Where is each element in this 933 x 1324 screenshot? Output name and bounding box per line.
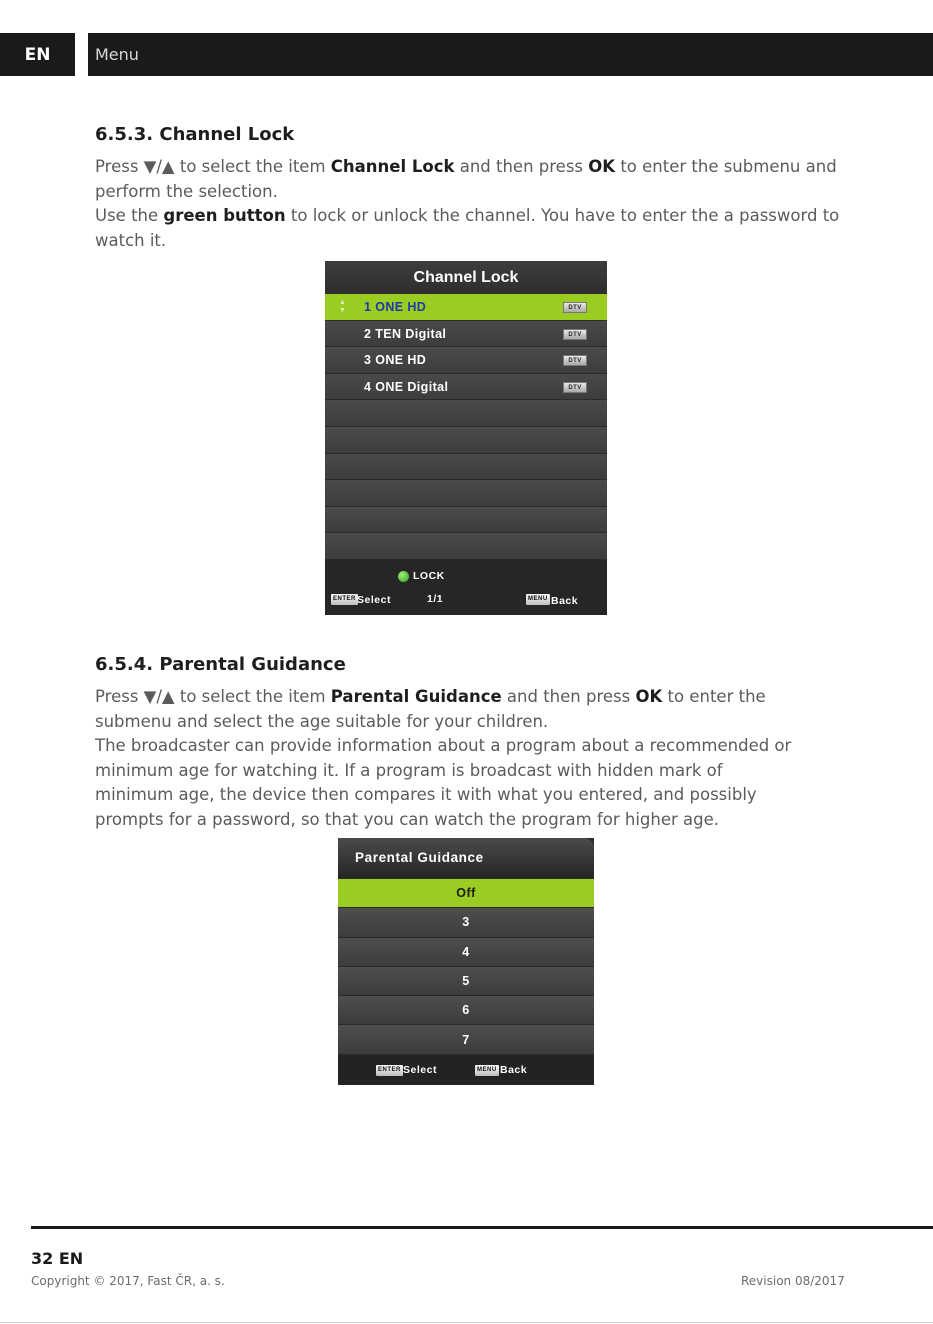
footer-rule — [31, 1226, 933, 1229]
dtv-badge: DTV — [563, 355, 587, 366]
parental-guidance-screen-title — [338, 838, 594, 878]
copyright-text: Copyright © 2017, Fast ČR, a. s. — [31, 1274, 225, 1288]
section-header — [88, 33, 933, 76]
text-run: and then press — [501, 687, 636, 706]
age-option[interactable]: 4 — [338, 938, 594, 967]
channel-list — [325, 294, 607, 560]
empty-channel-row — [325, 507, 607, 534]
dtv-badge: DTV — [563, 329, 587, 340]
menu-key-icon: MENU — [526, 594, 550, 605]
channel-lock-paragraph-2 — [95, 204, 845, 253]
age-option-list — [338, 879, 594, 1055]
age-option[interactable]: 7 — [338, 1025, 594, 1054]
dtv-badge: DTV — [563, 382, 587, 393]
parental-guidance-screen — [338, 838, 594, 1085]
page-number: 32 EN — [31, 1249, 84, 1268]
text-run: green button — [163, 206, 286, 225]
select-label: Select — [357, 594, 391, 606]
age-option[interactable]: Off — [338, 879, 594, 908]
lock-label: LOCK — [413, 570, 445, 582]
enter-key-icon: ENTER — [331, 594, 358, 605]
channel-row[interactable] — [325, 374, 607, 401]
text-run: Channel Lock — [330, 157, 455, 176]
age-option[interactable]: 3 — [338, 908, 594, 937]
parental-guidance-heading: 6.5.4. Parental Guidance — [95, 654, 346, 675]
parental-guidance-screen-title-text: Parental Guidance — [355, 850, 484, 865]
channel-name: 2 TEN Digital — [364, 326, 447, 341]
back-label: Back — [500, 1064, 528, 1076]
page-bottom-line — [0, 1322, 933, 1323]
channel-lock-screen — [325, 261, 607, 615]
channel-row[interactable] — [325, 347, 607, 374]
age-option[interactable]: 5 — [338, 967, 594, 996]
channel-row[interactable] — [325, 294, 607, 321]
select-label: Select — [403, 1064, 437, 1076]
parental-guidance-paragraph-2: The broadcaster can provide information about a program about a recommended or minimum age for watching it. If a program is broadcast with hidden mark of minimum age, the device then compares it with what you entered, and possibly prompts for a password, so that you can watch the program for higher age. — [95, 736, 792, 829]
text-run: Press ▼/▲ to select the item — [95, 687, 331, 706]
parental-guidance-footer — [338, 1055, 594, 1085]
text-run: to lock or unlock the channel. You have to enter the a password to watch it. — [95, 206, 840, 250]
age-option[interactable]: 6 — [338, 996, 594, 1025]
channel-lock-footer — [325, 560, 607, 615]
channel-lock-heading: 6.5.3. Channel Lock — [95, 124, 295, 145]
back-label: Back — [551, 595, 579, 607]
text-run: Use the — [95, 206, 164, 225]
channel-name: 4 ONE Digital — [364, 379, 449, 394]
empty-channel-row — [325, 533, 607, 560]
text-run: OK — [588, 157, 616, 176]
empty-channel-row — [325, 400, 607, 427]
channel-name: 3 ONE HD — [364, 353, 427, 368]
channel-lock-paragraph-1 — [95, 155, 845, 204]
enter-key-icon: ENTER — [376, 1065, 403, 1076]
menu-key-icon: MENU — [475, 1065, 499, 1076]
page-indicator: 1/1 — [427, 593, 444, 605]
channel-row[interactable] — [325, 321, 607, 348]
up-down-arrows-icon: ▲ ▼ — [339, 299, 347, 314]
channel-name: 1 ONE HD — [364, 300, 427, 314]
text-run: to enter the submenu and perform the selection. — [95, 157, 837, 201]
green-button-icon — [398, 571, 409, 582]
text-run: OK — [635, 687, 663, 706]
channel-lock-screen-title: Channel Lock — [325, 261, 607, 294]
text-run: and then press — [454, 157, 589, 176]
section-header-label: Menu — [95, 45, 139, 64]
empty-channel-row — [325, 480, 607, 507]
parental-guidance-paragraph-1 — [95, 685, 845, 734]
text-run: Parental Guidance — [330, 687, 502, 706]
empty-channel-row — [325, 427, 607, 454]
empty-channel-row — [325, 454, 607, 481]
revision-text: Revision 08/2017 — [741, 1274, 845, 1288]
language-badge: EN — [0, 33, 75, 76]
text-run: Press ▼/▲ to select the item — [95, 157, 331, 176]
text-run: to enter the submenu and select the age suitable for your children. — [95, 687, 766, 731]
dtv-badge: DTV — [563, 302, 587, 313]
